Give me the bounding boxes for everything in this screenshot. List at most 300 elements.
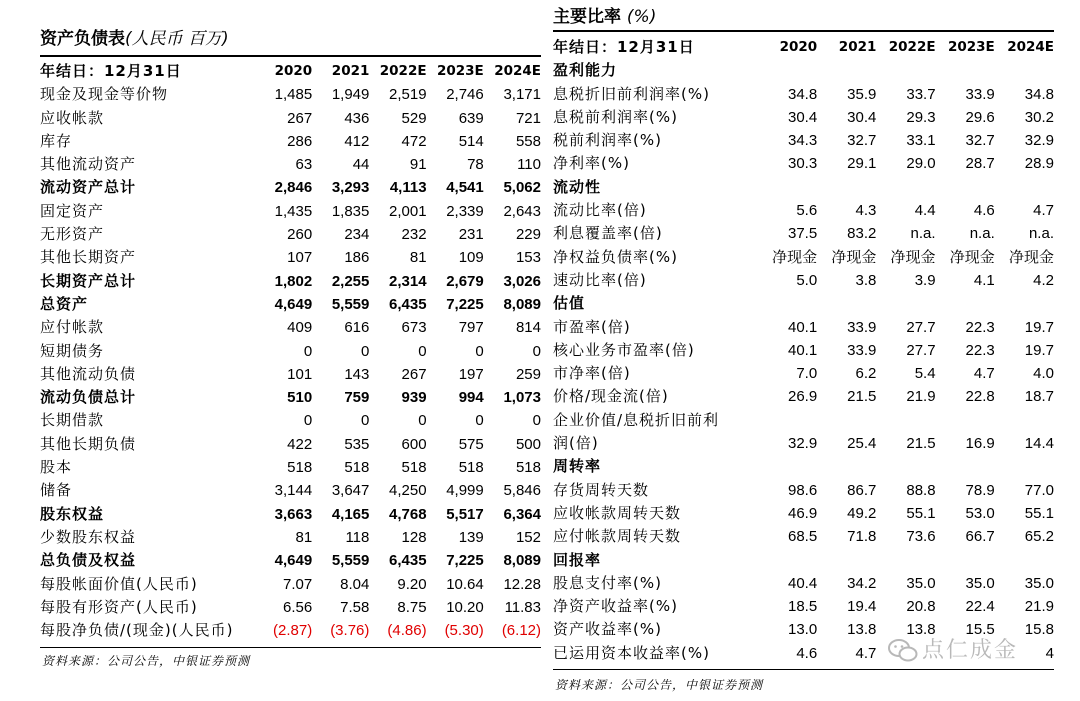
cell-value: 3,026 [503,272,541,290]
cell-value: 7.07 [282,575,313,593]
row-label: 长期借款 [40,411,105,430]
cell-value: 3.9 [914,271,936,289]
watermark-text: 点仁成金 [922,638,1019,663]
cell-value: (2.87) [273,622,313,640]
cell-value [995,59,1054,82]
cell-value [995,409,1054,432]
cell-value: 2,001 [389,202,427,220]
cell-value: 33.9 [965,85,995,103]
cell-value: 3.8 [855,271,877,289]
cell-value: 33.7 [906,85,936,103]
cell-value: 68.5 [787,528,818,546]
table-row [553,246,1054,269]
cell-value: 66.7 [965,528,995,546]
cell-value: 6,435 [389,552,427,570]
cell-value: 34.8 [787,85,818,103]
row-label: 净利率(%) [553,154,630,173]
cell-value: 109 [458,249,484,267]
row-label: 企业价值/息税折旧前利 [553,410,720,429]
row-label: 净权益负债率(%) [553,247,678,266]
cell-value: 4 [1045,644,1054,662]
row-label: 已运用资本收益率(%) [553,643,710,662]
cell-value: 0 [475,412,484,430]
cell-value: 27.7 [906,318,936,336]
cell-value: 0 [418,342,427,360]
table-row [40,130,541,153]
cell-value [876,59,935,82]
row-label: 流动资产总计 [40,178,137,197]
table-row [40,456,541,479]
row-label: 价格/现金流(倍) [553,387,669,406]
row-label: 长期资产总计 [40,271,137,290]
cell-value: 49.2 [847,504,877,522]
cell-value [995,549,1054,572]
table-row [553,502,1054,525]
cell-value: 30.4 [847,108,877,126]
row-label: 税前利润率(%) [553,131,662,150]
header-year: 2023E [947,39,995,55]
table-row [40,596,541,619]
row-label: 股本 [40,458,73,477]
cell-value: 286 [287,132,313,150]
table-row [40,573,541,596]
cell-value [936,59,995,82]
table-row [40,479,541,502]
cell-value: 8,089 [503,552,541,570]
row-label: 每股有形资产(人民币) [40,597,198,616]
cell-value: 净现金 [949,248,995,266]
cell-value: 518 [287,459,313,477]
table-row [40,83,541,106]
header-label: 年结日：12月31日 [40,62,182,80]
cell-value: 1,835 [331,202,370,220]
table-row [40,340,541,363]
table-row [553,572,1054,595]
cell-value: 32.9 [1024,132,1054,150]
table-row [553,152,1054,175]
cell-value: 814 [515,319,541,337]
cell-value: 21.5 [906,435,936,453]
cell-value: 25.4 [847,435,877,453]
cell-value: 4.7 [973,365,995,383]
cell-value: 260 [287,226,313,244]
cell-value [876,549,935,572]
cell-value: 118 [345,528,370,546]
cell-value: 7,225 [446,295,484,313]
cell-value: 10.64 [446,575,484,593]
cell-value: 436 [344,109,370,127]
row-label: 盈利能力 [553,61,618,80]
table-row [553,385,1054,408]
row-label: 流动比率(倍) [553,201,647,220]
cell-value: 83.2 [847,225,877,243]
cell-value: 2,255 [331,272,370,290]
row-label: 短期债务 [40,341,105,360]
header-year: 2020 [274,63,313,79]
cell-value: (3.76) [330,622,370,640]
cell-value: 2,846 [274,179,313,197]
cell-value: 35.0 [965,574,995,592]
cell-value: 797 [458,319,484,337]
cell-value: 22.4 [965,598,995,616]
header-year: 2024E [1007,39,1054,55]
row-label: 周转率 [553,457,602,476]
cell-value: 34.3 [787,132,818,150]
cell-value: 229 [515,226,541,244]
row-label: 其他流动资产 [40,155,137,174]
row-label: 流动性 [553,177,602,196]
cell-value: 128 [401,528,427,546]
cell-value: 63 [295,156,313,174]
balance-sheet-title: 资产负债表(人民币 百万) [40,29,229,49]
cell-value: 21.9 [906,388,936,406]
table-row [553,199,1054,222]
cell-value: 8,089 [503,295,541,313]
row-label: 总资产 [40,294,89,313]
cell-value: 22.3 [965,341,995,359]
cell-value [758,292,817,315]
cell-value: 152 [515,528,541,546]
cell-value [876,409,935,432]
table-row [553,432,1054,455]
cell-value: n.a. [969,225,995,243]
cell-value: 4.2 [1033,271,1054,289]
row-label: 现金及现金等价物 [40,85,169,104]
cell-value [758,409,817,432]
cell-value: 232 [401,226,427,244]
cell-value: 5.6 [796,202,818,220]
cell-value: 29.1 [847,155,877,173]
cell-value: 259 [515,365,541,383]
cell-value: 2,339 [446,202,484,220]
cell-value: 65.2 [1024,528,1054,546]
cell-value: 4,541 [446,179,484,197]
cell-value: 88.8 [906,481,936,499]
cell-value: 186 [344,249,370,267]
row-label: 速动比率(倍) [553,270,647,289]
cell-value: 510 [287,389,313,407]
cell-value: 1,949 [331,86,370,104]
cell-value: 4,649 [274,295,313,313]
header-row [553,36,1054,59]
cell-value: 71.8 [847,528,877,546]
table-row [553,222,1054,245]
cell-value: 98.6 [787,481,818,499]
cell-value: 34.8 [1024,85,1054,103]
cell-value: 4.1 [973,271,995,289]
cell-value: 13.0 [787,621,818,639]
cell-value: 81 [409,249,427,267]
table-row [553,129,1054,152]
cell-value: 518 [401,459,427,477]
section-heading-row [553,549,1054,572]
table-row [553,595,1054,618]
header-year: 2022E [379,63,427,79]
cell-value [817,409,876,432]
cell-value: 15.5 [965,621,995,639]
table-row [40,386,541,409]
cell-value: 46.9 [787,504,818,522]
cell-value: 11.83 [504,598,541,616]
row-label: 股东权益 [40,504,105,523]
cell-value: 1,435 [274,202,313,220]
header-year: 2023E [436,63,484,79]
cell-value: 32.7 [847,132,877,150]
cell-value: 6.56 [282,598,313,616]
cell-value: 净现金 [831,248,877,266]
section-heading-row [553,176,1054,199]
cell-value: 472 [401,132,427,150]
row-label: 应收帐款周转天数 [553,503,682,522]
cell-value: 78 [467,156,484,174]
row-label: 估值 [553,294,586,313]
cell-value [936,409,995,432]
table-row [553,339,1054,362]
cell-value: 22.3 [965,318,995,336]
section-heading-row [553,59,1054,82]
cell-value: 616 [344,319,370,337]
cell-value: 13.8 [906,621,936,639]
cell-value [936,549,995,572]
table-bottom-rule [553,669,1054,670]
cell-value: 267 [287,109,313,127]
cell-value: 9.20 [397,575,427,593]
cell-value: 6,364 [503,505,541,523]
cell-value: 37.5 [787,225,818,243]
cell-value: 5.0 [796,271,818,289]
title-rule [40,55,541,57]
cell-value: 518 [515,459,541,477]
row-label: 少数股东权益 [40,527,137,546]
cell-value: 3,663 [274,505,313,523]
cell-value: 5,846 [503,482,541,500]
table-row [553,409,1054,432]
cell-value: 10.20 [446,598,484,616]
cell-value: 4.3 [855,202,877,220]
row-label: 总负债及权益 [40,551,137,570]
row-label: 息税前利润率(%) [553,107,678,126]
row-label: 其他长期资产 [40,248,137,267]
table-row [40,200,541,223]
table-row [40,107,541,130]
cell-value: 107 [287,249,313,267]
table-row [40,433,541,456]
table-row [553,479,1054,502]
cell-value: 40.4 [787,574,818,592]
cell-value: 7.0 [796,365,818,383]
cell-value: 101 [287,365,313,383]
cell-value [936,455,995,478]
cell-value: 35.9 [847,85,877,103]
source-note: 资料来源：公司公告，中银证券预测 [42,654,251,668]
cell-value: 30.4 [787,108,818,126]
cell-value [758,59,817,82]
row-label: 应付帐款周转天数 [553,527,682,546]
header-row [40,60,541,83]
cell-value: 143 [344,365,370,383]
cell-value: 8.04 [340,575,370,593]
cell-value [817,549,876,572]
row-label: 应付帐款 [40,318,105,337]
cell-value: 518 [458,459,484,477]
cell-value: 267 [401,365,427,383]
cell-value [995,292,1054,315]
cell-value: 5,517 [446,505,484,523]
balance-sheet-table [40,60,541,642]
cell-value: 22.8 [965,388,995,406]
row-label: 无形资产 [40,225,105,244]
cell-value: 4,999 [446,482,484,500]
cell-value: 3,647 [331,482,370,500]
cell-value: 40.1 [787,341,818,359]
cell-value: 6.2 [855,365,877,383]
cell-value: 412 [344,132,370,150]
section-heading-row [553,292,1054,315]
cell-value: 2,519 [389,86,427,104]
table-row [40,270,541,293]
cell-value [758,549,817,572]
cell-value: 29.6 [965,108,995,126]
cell-value: 139 [458,528,484,546]
cell-value [936,176,995,199]
cell-value: 55.1 [906,504,936,522]
cell-value: 4,250 [389,482,427,500]
cell-value: 0 [361,342,370,360]
cell-value: 35.0 [1024,574,1054,592]
cell-value: 4.7 [1033,202,1054,220]
cell-value: 4.6 [973,202,995,220]
header-year: 2020 [779,39,818,55]
cell-value: 939 [401,389,427,407]
table-row [40,223,541,246]
cell-value: 2,746 [446,86,484,104]
row-label: 储备 [40,481,73,500]
cell-value: 514 [458,132,484,150]
table-bottom-rule [40,647,541,648]
table-row [40,246,541,269]
cell-value: 19.7 [1024,318,1054,336]
cell-value: 19.7 [1024,341,1054,359]
cell-value: 231 [458,226,484,244]
cell-value: 55.1 [1024,504,1054,522]
cell-value: 639 [458,109,484,127]
cell-value: 0 [303,412,313,430]
cell-value: 4,649 [274,552,313,570]
cell-value: 35.0 [906,574,936,592]
row-label: 市盈率(倍) [553,317,631,336]
cell-value [817,455,876,478]
cell-value: 759 [344,389,370,407]
cell-value: 5,559 [331,295,370,313]
cell-value: 21.9 [1024,598,1054,616]
cell-value: 4,165 [331,505,370,523]
cell-value: 1,073 [503,389,541,407]
cell-value: 15.8 [1024,621,1054,639]
cell-value: 558 [515,132,541,150]
cell-value: 81 [295,528,313,546]
cell-value: 20.8 [906,598,936,616]
table-row [40,619,541,642]
cell-value: (4.86) [387,622,427,640]
cell-value: 3,171 [503,86,541,104]
cell-value: 153 [515,249,541,267]
table-row [40,363,541,386]
cell-value [817,176,876,199]
table-row [40,316,541,339]
cell-value: 28.7 [965,155,995,173]
cell-value [876,292,935,315]
cell-value: 600 [401,435,427,453]
key-ratios-table [553,36,1054,665]
cell-value: 53.0 [965,504,995,522]
cell-value: 30.3 [787,155,818,173]
row-label: 润(倍) [553,434,599,453]
cell-value: 3,144 [274,482,313,500]
cell-value: 0 [532,412,541,430]
cell-value: 5,559 [331,552,370,570]
cell-value: 32.9 [787,435,818,453]
section-heading-row [553,455,1054,478]
table-row [40,293,541,316]
cell-value: 78.9 [965,481,995,499]
cell-value: 2,679 [446,272,484,290]
cell-value: 净现金 [772,248,818,266]
cell-value: 73.6 [906,528,936,546]
cell-value: 0 [532,342,541,360]
row-label: 固定资产 [40,201,105,220]
key-ratios-title: 主要比率 (%) [553,7,657,27]
table-row [40,503,541,526]
row-label: 市净率(倍) [553,364,631,383]
cell-value: 33.9 [847,318,877,336]
cell-value: 500 [515,435,541,453]
cell-value [876,176,935,199]
row-label: 资产收益率(%) [553,620,662,639]
cell-value: 7,225 [446,552,484,570]
header-year: 2021 [838,39,877,55]
cell-value: 26.9 [787,388,818,406]
cell-value: 14.4 [1024,435,1054,453]
table-row [40,549,541,572]
cell-value: 4,113 [389,179,427,197]
cell-value: 234 [344,226,370,244]
cell-value: 32.7 [965,132,995,150]
cell-value: 0 [418,412,427,430]
cell-value: 721 [515,109,541,127]
cell-value: 77.0 [1024,481,1054,499]
cell-value: 994 [458,389,484,407]
cell-value: 673 [401,319,427,337]
cell-value [758,455,817,478]
cell-value: (6.12) [501,622,541,640]
cell-value: 18.7 [1024,388,1054,406]
table-row [40,176,541,199]
row-label: 其他流动负债 [40,364,137,383]
row-label: 回报率 [553,550,602,569]
cell-value: 1,485 [274,86,313,104]
cell-value: 5,062 [503,179,541,197]
cell-value: 19.4 [847,598,877,616]
cell-value: 30.2 [1024,108,1054,126]
header-label: 年结日：12月31日 [553,38,695,56]
cell-value: 7.58 [340,598,370,616]
cell-value [817,59,876,82]
cell-value: 197 [458,365,484,383]
source-note: 资料来源：公司公告，中银证券预测 [555,678,764,692]
row-label: 核心业务市盈率(倍) [553,340,695,359]
cell-value: 0 [361,412,370,430]
cell-value: 2,314 [389,272,427,290]
